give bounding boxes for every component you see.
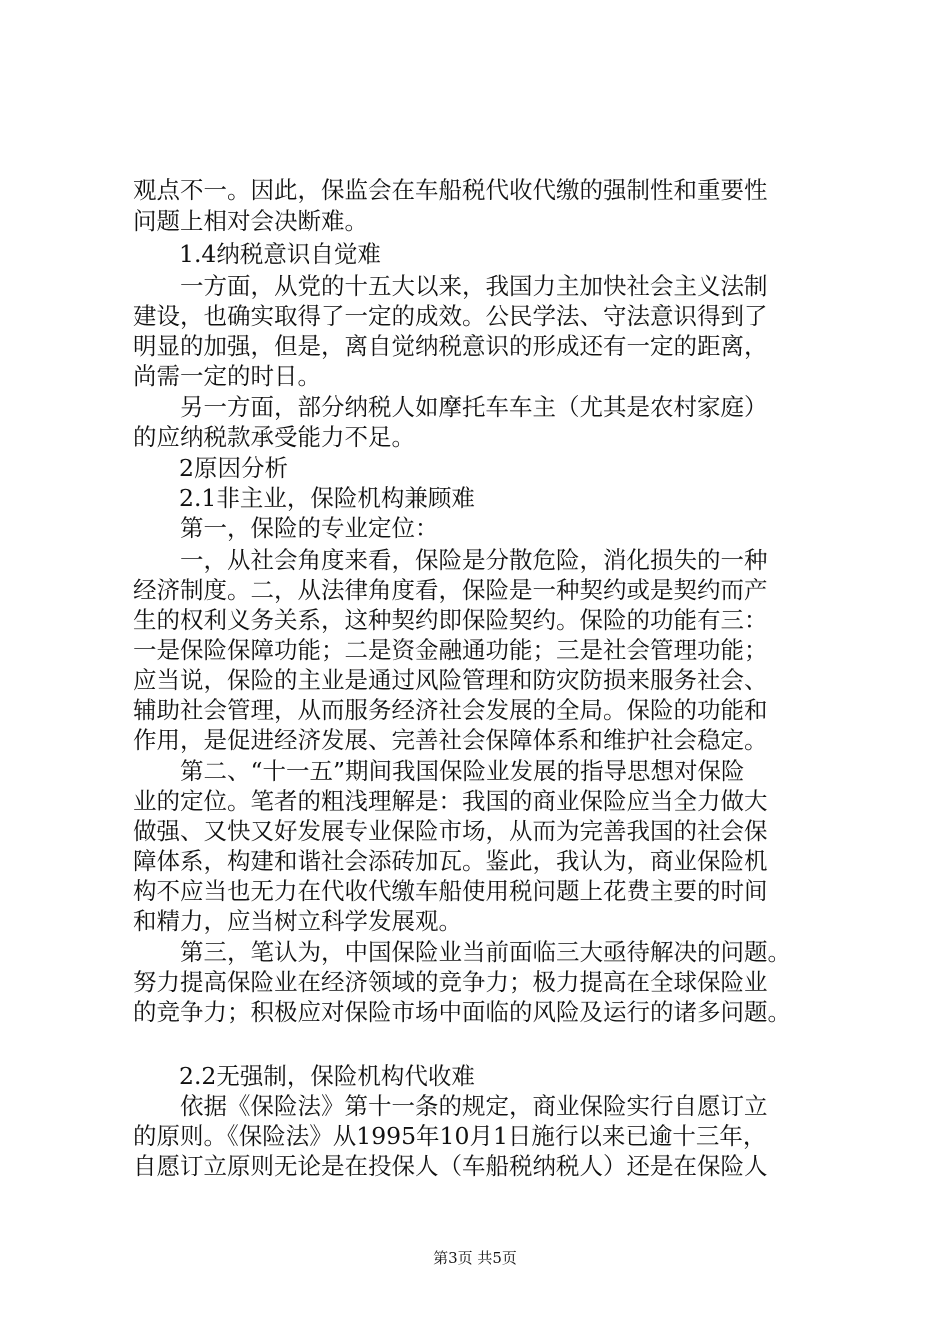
text-line: 问题上相对会决断难。: [133, 207, 368, 235]
text-line: 做强、又快又好发展专业保险市场，从而为完善我国的社会保: [133, 817, 768, 845]
text-line: 自愿订立原则无论是在投保人（车船税纳税人）还是在保险人: [133, 1152, 768, 1180]
text-line: 和精力，应当树立科学发展观。: [133, 907, 462, 935]
text-line: 辅助社会管理，从而服务经济社会发展的全局。保险的功能和: [133, 696, 768, 724]
text-line: 的竞争力；积极应对保险市场中面临的风险及运行的诸多问题。: [133, 998, 791, 1026]
text-line: 构不应当也无力在代收代缴车船使用税问题上花费主要的时间: [133, 877, 768, 905]
page-footer: 第3页 共5页: [433, 1249, 517, 1267]
text-line: 经济制度。二，从法律角度看，保险是一种契约或是契约而产: [133, 576, 768, 604]
text-line: 一方面，从党的十五大以来，我国力主加快社会主义法制: [180, 272, 768, 300]
text-line: 障体系，构建和谐社会添砖加瓦。鉴此，我认为，商业保险机: [133, 847, 768, 875]
text-line: 尚需一定的时日。: [133, 362, 321, 390]
text-line: 依据《保险法》第十一条的规定，商业保险实行自愿订立: [180, 1092, 768, 1120]
text-line: 的应纳税款承受能力不足。: [133, 423, 415, 451]
text-line: 作用，是促进经济发展、完善社会保障体系和维护社会稳定。: [133, 726, 768, 754]
section-heading: 2原因分析: [179, 454, 288, 482]
text-line: 观点不一。因此，保监会在车船税代收代缴的强制性和重要性: [133, 176, 768, 204]
text-line: 第一，保险的专业定位：: [180, 514, 439, 542]
text-line: 业的定位。笔者的粗浅理解是：我国的商业保险应当全力做大: [133, 787, 768, 815]
text-line: 第三，笔认为，中国保险业当前面临三大亟待解决的问题。: [180, 938, 791, 966]
text-line: 的原则。《保险法》从1995年10月1日施行以来已逾十三年，: [133, 1122, 767, 1150]
text-line: 明显的加强，但是，离自觉纳税意识的形成还有一定的距离，: [133, 332, 768, 360]
section-heading: 1.4纳税意识自觉难: [179, 240, 381, 268]
text-line: 努力提高保险业在经济领域的竞争力；极力提高在全球保险业: [133, 968, 768, 996]
section-heading: 2.2无强制，保险机构代收难: [179, 1062, 475, 1090]
text-line: 另一方面，部分纳税人如摩托车车主（尤其是农村家庭）: [180, 393, 768, 421]
text-line: 一是保险保障功能；二是资金融通功能；三是社会管理功能；: [133, 636, 768, 664]
text-line: 应当说，保险的主业是通过风险管理和防灾防损来服务社会、: [133, 666, 768, 694]
text-line: 建设，也确实取得了一定的成效。公民学法、守法意识得到了: [133, 302, 768, 330]
text-line: 一，从社会角度来看，保险是分散危险，消化损失的一种: [180, 546, 768, 574]
section-heading: 2.1非主业，保险机构兼顾难: [179, 484, 475, 512]
text-line: 第二、“十一五”期间我国保险业发展的指导思想对保险: [180, 757, 745, 785]
text-line: 生的权利义务关系，这种契约即保险契约。保险的功能有三：: [133, 606, 768, 634]
